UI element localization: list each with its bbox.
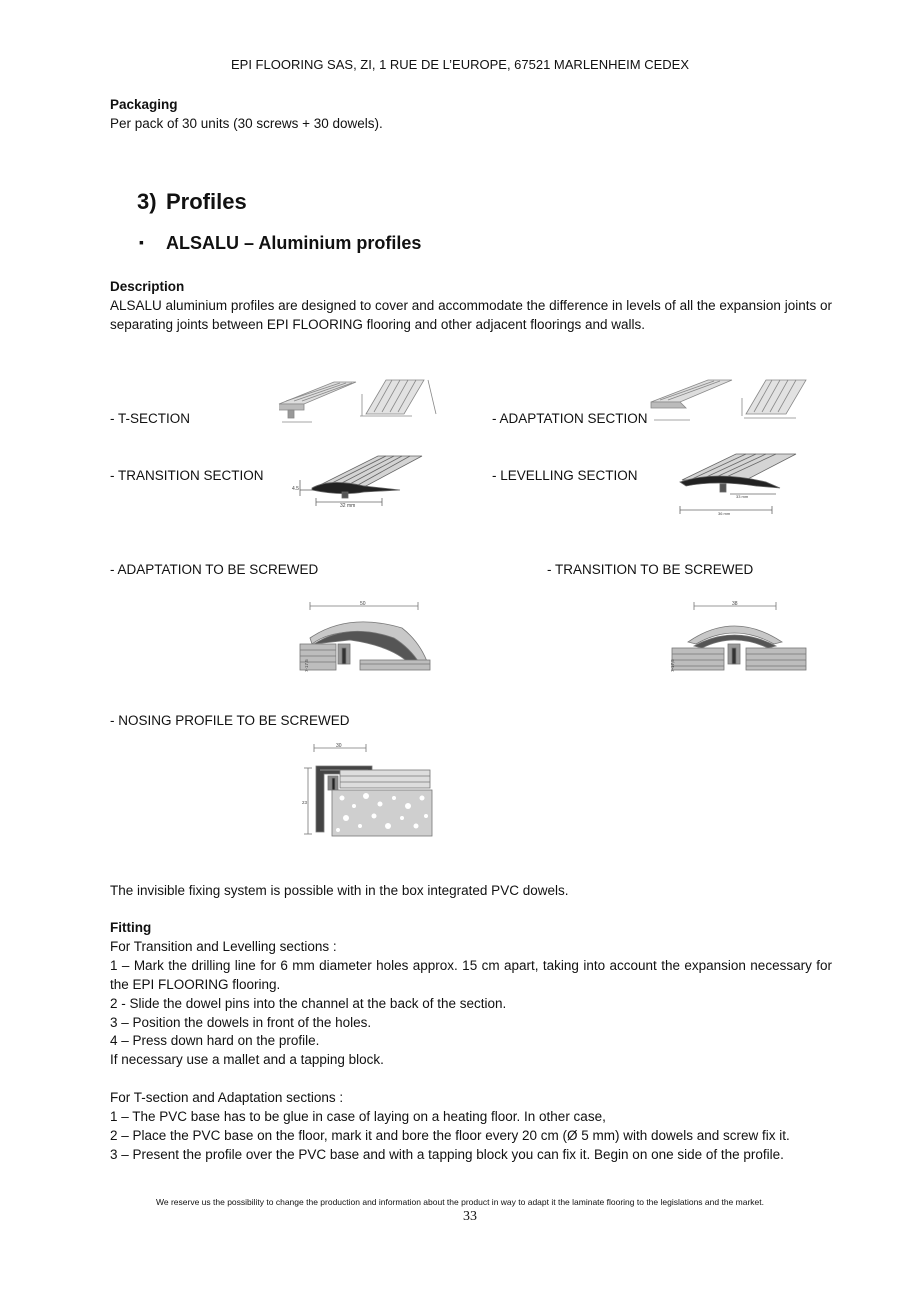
transition-height-label: 4.5: [292, 486, 299, 492]
trans-screwed-height-label: 7-17,5: [670, 659, 675, 672]
fitting-step-2-2: 2 – Place the PVC base on the floor, mark it and bore the floor every 20 cm (Ø 5 mm) with dowels and screw fix it.: [110, 1128, 790, 1143]
fitting-step-1-3: 3 – Position the dowels in front of the holes.: [110, 1015, 372, 1030]
fitting-step-1-4: 4 – Press down hard on the profile.: [110, 1033, 320, 1048]
adaptation-screwed-figure: [298, 598, 432, 674]
levelling-section-figure: [676, 452, 800, 518]
bullet: ▪: [139, 234, 144, 250]
fitting-step-1-5: If necessary use a mallet and a tapping block.: [110, 1052, 384, 1067]
label-nosing-screwed: - NOSING PROFILE TO BE SCREWED: [110, 713, 350, 728]
label-transition-screwed: - TRANSITION TO BE SCREWED: [547, 562, 754, 577]
transition-width-label: 32 mm: [340, 503, 356, 509]
nosing-width-label: 30: [336, 743, 342, 749]
transition-screwed-figure: [664, 598, 808, 674]
t-section-figure: [274, 374, 442, 428]
description-text: ALSALU aluminium profiles are designed to cover and accommodate the difference in levels of all the expansion joints or separating joints between EPI FLOORING flooring and other adjacent floorings and walls.: [110, 298, 832, 332]
section-number: 3): [137, 189, 157, 214]
footer-disclaimer: We reserve us the possibility to change the production and information about the product in way to adapt it the laminate flooring to the legislations and the market.: [156, 1197, 764, 1207]
transition-section-figure: [290, 452, 426, 510]
fitting-step-2-3: 3 – Present the profile over the PVC base and with a tapping block you can fix it. Begin on one side of the profile.: [110, 1147, 784, 1162]
adapt-screwed-width-label: 50: [360, 601, 366, 607]
adapt-screwed-height-label: 7-17,5: [304, 659, 309, 672]
fitting-intro-1: For Transition and Levelling sections :: [110, 939, 337, 954]
adaptation-section-figure: [646, 374, 816, 428]
section-title: Profiles: [166, 189, 247, 214]
label-levelling-section: - LEVELLING SECTION: [492, 468, 638, 483]
packaging-title: Packaging: [110, 97, 178, 112]
nosing-height-label: 23: [302, 800, 308, 805]
label-adaptation-screwed: - ADAPTATION TO BE SCREWED: [110, 562, 319, 577]
fitting-step-1-2: 2 - Slide the dowel pins into the channel at the back of the section.: [110, 996, 507, 1011]
label-t-section: - T-SECTION: [110, 411, 191, 426]
levelling-outer-label: 36 mm: [718, 511, 731, 516]
levelling-inner-label: 33 mm: [736, 494, 749, 499]
label-adaptation-section: - ADAPTATION SECTION: [492, 411, 648, 426]
description-title: Description: [110, 279, 185, 294]
fitting-step-1-1: 1 – Mark the drilling line for 6 mm diameter holes approx. 15 cm apart, taking into account the expansion necessary for the EPI FLOORING flooring.: [110, 958, 832, 992]
fitting-title: Fitting: [110, 920, 152, 935]
page-header: EPI FLOORING SAS, ZI, 1 RUE DE L’EUROPE, 67521 MARLENHEIM CEDEX: [230, 57, 690, 72]
fitting-step-2-1: 1 – The PVC base has to be glue in case of laying on a heating floor. In other case,: [110, 1109, 606, 1124]
label-transition-section: - TRANSITION SECTION: [110, 468, 264, 483]
fixing-note: The invisible fixing system is possible with in the box integrated PVC dowels.: [110, 883, 569, 898]
nosing-screwed-figure: [302, 740, 434, 840]
fitting-intro-2: For T-section and Adaptation sections :: [110, 1090, 344, 1105]
packaging-text: Per pack of 30 units (30 screws + 30 dowels).: [110, 116, 383, 131]
trans-screwed-width-label: 38: [732, 601, 738, 607]
subsection-title: ALSALU – Aluminium profiles: [166, 233, 422, 253]
page-number: 33: [463, 1209, 477, 1224]
